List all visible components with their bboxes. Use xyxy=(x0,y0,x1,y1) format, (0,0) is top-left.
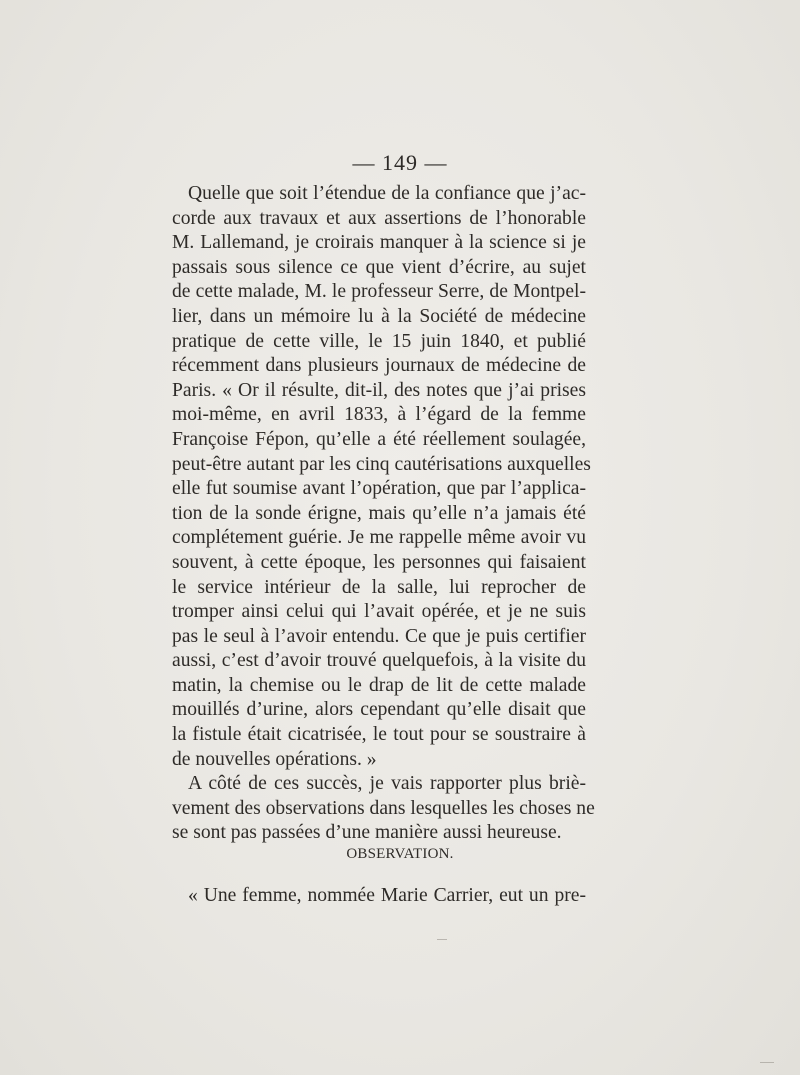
text-line: mouillés d’urine, alors cependant qu’elle disait que xyxy=(172,699,586,721)
text-line: Françoise Fépon, qu’elle a été réellement soulagée, xyxy=(172,428,586,450)
text-line: « Une femme, nommée Marie Carrier, eut un pre- xyxy=(188,885,586,906)
text-line: se sont pas passées d’une manière aussi heureuse. xyxy=(172,822,562,844)
text-line: pas le seul à l’avoir entendu. Ce que je puis certifier xyxy=(172,625,586,647)
text-line: matin, la chemise ou le drap de lit de cette malade xyxy=(172,674,586,696)
paper-speck xyxy=(760,1062,774,1063)
text-line: Paris. « Or il résulte, dit-il, des notes que j’ai prises xyxy=(172,379,586,401)
paper-speck xyxy=(437,939,447,940)
text-line: passais sous silence ce que vient d’écrire, au sujet xyxy=(172,256,586,278)
text-line: vement des observations dans lesquelles les choses ne xyxy=(172,797,595,819)
text-line: elle fut soumise avant l’opération, que par l’applica- xyxy=(172,478,586,500)
text-line: pratique de cette ville, le 15 juin 1840, et publié xyxy=(172,330,586,352)
text-line: de nouvelles opérations. » xyxy=(172,748,377,770)
text-line: moi-même, en avril 1833, à l’égard de la femme xyxy=(172,404,586,426)
text-line: complétement guérie. Je me rappelle même avoir vu xyxy=(172,527,586,549)
text-line: tromper ainsi celui qui l’avait opérée, et je ne suis xyxy=(172,601,586,623)
text-line: la fistule était cicatrisée, le tout pour se soustraire à xyxy=(172,724,586,746)
text-line: A côté de ces succès, je vais rapporter plus briè- xyxy=(188,773,586,795)
body-text xyxy=(172,182,595,846)
text-line: M. Lallemand, je croirais manquer à la science si je xyxy=(172,232,586,254)
text-line: aussi, c’est d’avoir trouvé quelquefois, à la visite du xyxy=(172,650,586,672)
text-line: le service intérieur de la salle, lui reprocher de xyxy=(172,576,586,598)
page-number: — 149 — xyxy=(352,150,448,175)
text-line: souvent, à cette époque, les personnes qui faisaient xyxy=(172,551,586,573)
text-line: lier, dans un mémoire lu à la Société de médecine xyxy=(172,305,586,327)
text-line: tion de la sonde érigne, mais qu’elle n’a jamais été xyxy=(172,502,586,524)
text-line: récemment dans plusieurs journaux de médecine de xyxy=(172,355,586,377)
text-line: corde aux travaux et aux assertions de l’honorable xyxy=(172,207,586,229)
observation-text xyxy=(172,884,586,909)
text-line: de cette malade, M. le professeur Serre, de Montpel- xyxy=(172,281,586,303)
text-line: Quelle que soit l’étendue de la confiance que j’ac- xyxy=(188,183,586,204)
text-line: peut-être autant par les cinq cautérisations auxquelles xyxy=(172,453,591,475)
section-heading: OBSERVATION. xyxy=(346,846,454,862)
